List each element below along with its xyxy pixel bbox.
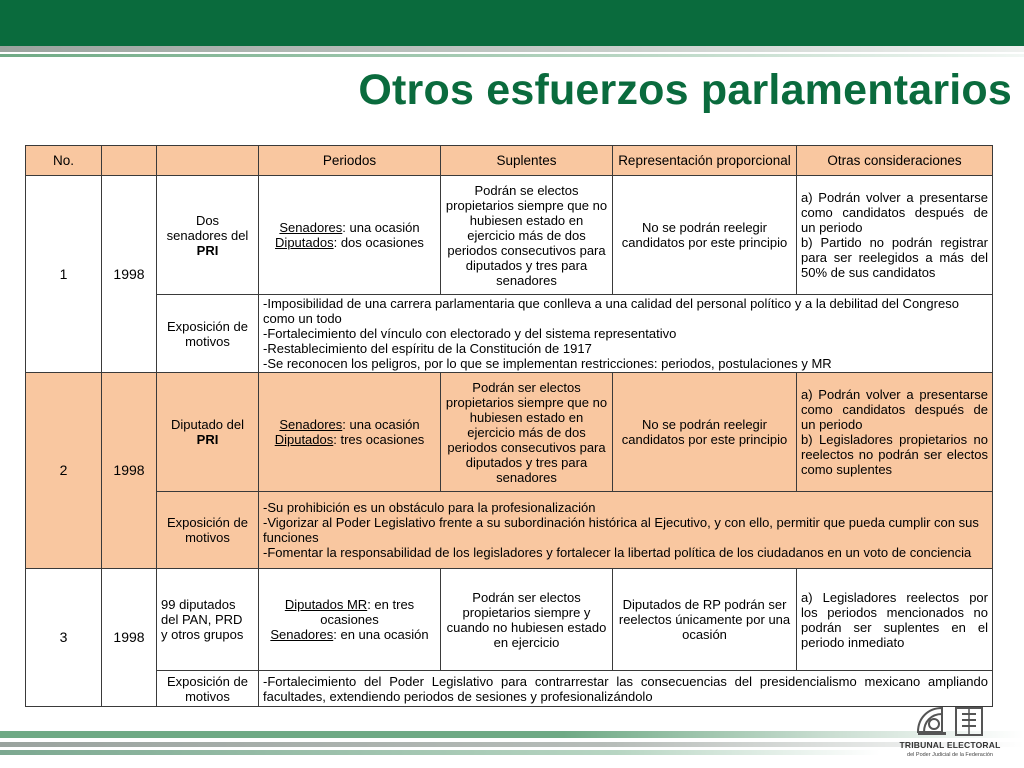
row-year: 1998 — [102, 569, 157, 707]
top-banner — [0, 0, 1024, 46]
row-suplentes: Podrán se electos propietarios siempre que no hubiesen estado en ejercicio más de dos periodos consecutivos para diputados y tres para senadores — [441, 176, 613, 295]
row-proponent — [157, 176, 259, 295]
expo-label: Exposición de motivos — [157, 295, 259, 373]
periodo-value: : una ocasión — [342, 417, 420, 432]
row-rp: Diputados de RP podrán ser reelectos únicamente por una ocasión — [613, 569, 797, 671]
table-row — [26, 176, 993, 295]
proponent-line: Dos — [195, 212, 220, 228]
otras-item: a) Podrán volver a presentarse como candidatos después de un periodo — [801, 387, 988, 432]
row-year: 1998 — [102, 373, 157, 569]
table-row-expo — [26, 492, 993, 569]
proponent-line: del PAN, PRD — [161, 612, 243, 627]
row-periodos — [259, 569, 441, 671]
proponent-party: PRI — [196, 432, 219, 447]
header-otras: Otras consideraciones — [797, 146, 993, 176]
logo-subtext: del Poder Judicial de la Federación — [907, 752, 993, 758]
table-header-row — [26, 146, 993, 176]
comparison-table — [25, 145, 993, 707]
periodo-value: : una ocasión — [342, 220, 420, 235]
periodo-value: : tres ocasiones — [333, 432, 425, 447]
row-suplentes: Podrán ser electos propietarios siempre que no hubiesen estado en ejercicio más de dos periodos consecutivos para diputados y tres para senadores — [441, 373, 613, 492]
bottom-stripe — [0, 742, 1024, 747]
row-otras — [797, 176, 993, 295]
row-periodos — [259, 373, 441, 492]
otras-item: a) Podrán volver a presentarse como candidatos después de un periodo — [801, 190, 988, 235]
top-stripe — [0, 46, 1024, 52]
row-proponent — [157, 373, 259, 492]
slide-title: Otros esfuerzos parlamentarios — [358, 66, 1012, 114]
table-row — [26, 373, 993, 492]
row-suplentes: Podrán ser electos propietarios siempre y cuando no hubiesen estado en ejercicio — [441, 569, 613, 671]
expo-item: -Fortalecimiento del vínculo con electorado y del sistema representativo — [263, 326, 677, 341]
expo-item: -Vigorizar al Poder Legislativo frente a su subordinación histórica al Ejecutivo, y con ello, permitir que pueda cumplir con sus funciones — [263, 515, 979, 545]
periodo-chamber: Diputados — [274, 432, 334, 447]
row-proponent — [157, 569, 259, 671]
expo-text — [259, 295, 993, 373]
periodo-value: : dos ocasiones — [333, 235, 424, 250]
periodo-chamber: Diputados — [275, 235, 334, 250]
periodo-value: : en tres ocasiones — [320, 597, 415, 627]
otras-item: a) Legisladores reelectos por los periodos mencionados no podrán ser suplentes en el periodo inmediato — [801, 589, 988, 650]
bottom-stripe-light — [0, 750, 880, 755]
expo-item: -Restablecimiento del espíritu de la Constitución de 1917 — [263, 341, 592, 356]
row-otras — [797, 569, 993, 671]
top-stripe-accent — [0, 54, 1024, 57]
expo-label: Exposición de motivos — [157, 671, 259, 707]
expo-label: Exposición de motivos — [157, 492, 259, 569]
expo-text — [259, 492, 993, 569]
expo-item: -Imposibilidad de una carrera parlamentaria que conlleva a una calidad del personal político y a la debilitad del Congreso como un todo — [263, 296, 959, 326]
proponent-line: 99 diputados — [161, 597, 236, 612]
proponent-line: senadores del — [166, 227, 249, 243]
bottom-stripe-accent — [0, 731, 1024, 738]
row-number: 1 — [26, 176, 102, 373]
periodo-value: : en una ocasión — [333, 627, 429, 642]
tribunal-electoral-logo-icon — [912, 702, 990, 738]
row-rp: No se podrán reelegir candidatos por este principio — [613, 373, 797, 492]
row-otras — [797, 373, 993, 492]
proponent-party: PRI — [196, 242, 219, 258]
otras-item: b) Partido no podrán registrar para ser reelegidos a más del 50% de sus candidatos — [801, 235, 988, 280]
header-no: No. — [26, 146, 102, 176]
periodo-chamber: Senadores — [279, 417, 343, 432]
row-year: 1998 — [102, 176, 157, 373]
expo-text — [259, 671, 993, 707]
row-rp: No se podrán reelegir candidatos por este principio — [613, 176, 797, 295]
table-row-expo — [26, 671, 993, 707]
proponent-line: Diputado del — [171, 417, 244, 432]
proponent-line: y otros grupos — [161, 627, 244, 642]
expo-item: -Fortalecimiento del Poder Legislativo para contrarrestar las consecuencias del presidencialismo mexicano ampliando facultades, extendiendo periodos de sesiones y profesionalizándolo — [263, 673, 988, 704]
otras-item: b) Legisladores propietarios no reelectos no podrán ser electos como suplentes — [801, 432, 988, 477]
logo-text: TRIBUNAL ELECTORAL — [899, 740, 1001, 750]
periodo-chamber: Senadores — [279, 220, 343, 235]
expo-item: -Su prohibición es un obstáculo para la profesionalización — [263, 500, 596, 515]
header-periodos: Periodos — [259, 146, 441, 176]
header-proponent — [157, 146, 259, 176]
expo-item: -Se reconocen los peligros, por lo que se implementan restricciones: periodos, postulaciones y MR — [263, 356, 832, 371]
header-rp: Representación proporcional — [613, 146, 797, 176]
header-suplentes: Suplentes — [441, 146, 613, 176]
row-periodos — [259, 176, 441, 295]
periodo-chamber: Diputados MR — [284, 597, 368, 612]
header-year — [102, 146, 157, 176]
expo-item: -Fomentar la responsabilidad de los legisladores y fortalecer la libertad política de los ciudadanos en un voto de conciencia — [263, 545, 972, 560]
row-number: 3 — [26, 569, 102, 707]
periodo-chamber: Senadores — [270, 627, 334, 642]
table-row — [26, 569, 993, 671]
row-number: 2 — [26, 373, 102, 569]
table-row-expo — [26, 295, 993, 373]
footer-logo — [898, 702, 1002, 764]
